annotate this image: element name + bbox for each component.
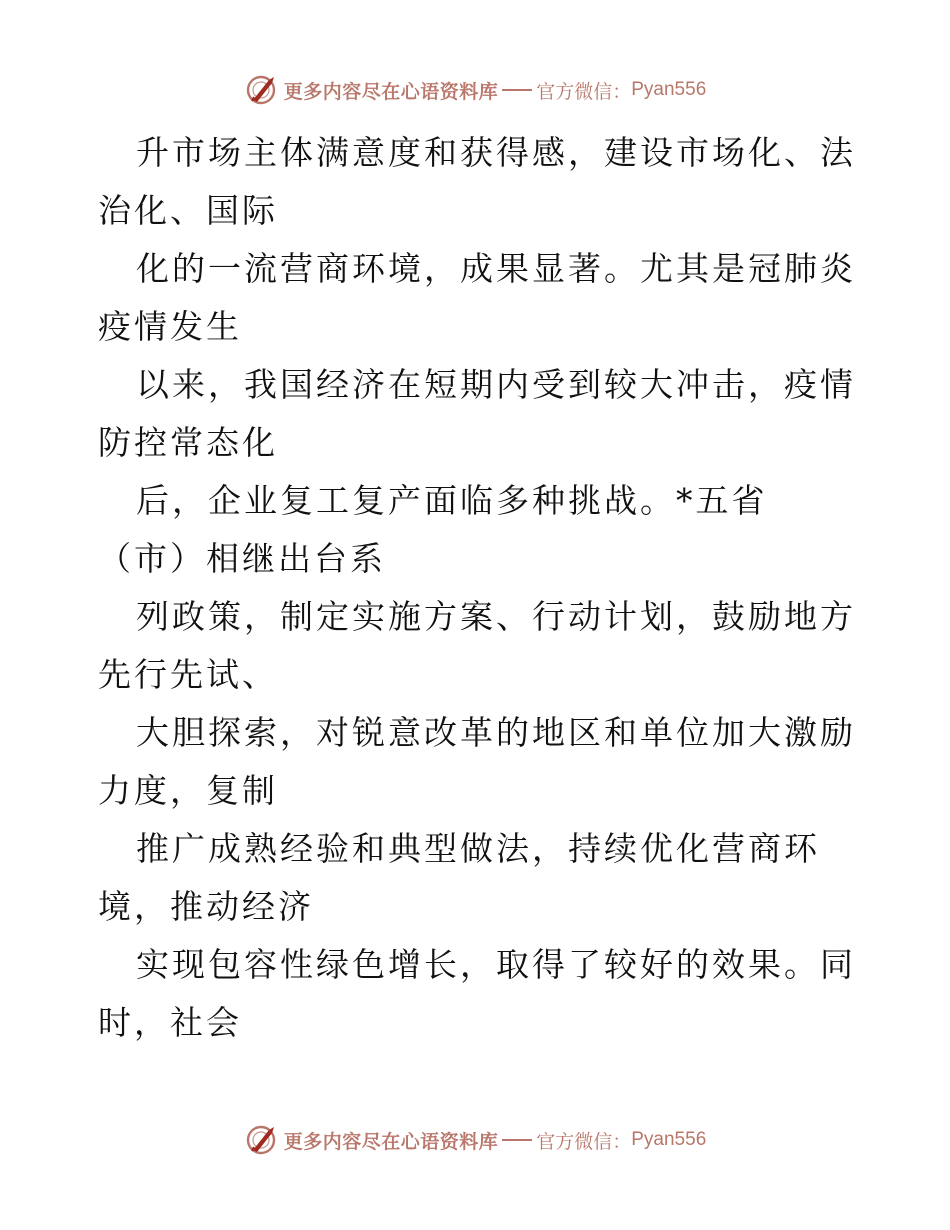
banner-site-name: 更多内容尽在心语资料库 xyxy=(283,1130,499,1153)
banner-dash xyxy=(502,1139,532,1141)
header-banner-text xyxy=(284,77,707,104)
header-banner xyxy=(0,70,950,110)
banner-wechat-id: Pyan556 xyxy=(631,79,707,100)
banner-wechat-label: 官方微信： xyxy=(536,1130,632,1153)
paragraph: 后，企业复工复产面临多种挑战。*五省（市）相继出台系 xyxy=(98,481,768,578)
paragraph: 实现包容性绿色增长，取得了较好的效果。同时，社会 xyxy=(98,945,856,1042)
paragraph: 推广成熟经验和典型做法，持续优化营商环境，推动经济 xyxy=(98,829,820,926)
paragraph: 以来，我国经济在短期内受到较大冲击，疫情防控常态化 xyxy=(98,365,856,462)
quill-pen-logo-icon xyxy=(244,1123,278,1157)
paragraph: 升市场主体满意度和获得感，建设市场化、法治化、国际 xyxy=(98,133,856,230)
banner-site-name: 更多内容尽在心语资料库 xyxy=(283,80,499,103)
document-body xyxy=(98,124,858,1052)
paragraph: 大胆探索，对锐意改革的地区和单位加大激励力度，复制 xyxy=(98,713,856,810)
paragraph: 列政策，制定实施方案、行动计划，鼓励地方先行先试、 xyxy=(98,597,856,694)
footer-banner xyxy=(0,1120,950,1160)
paragraph: 化的一流营商环境，成果显著。尤其是冠肺炎疫情发生 xyxy=(98,249,856,346)
quill-pen-logo-icon xyxy=(244,73,278,107)
banner-wechat-label: 官方微信： xyxy=(536,80,632,103)
banner-dash xyxy=(502,89,532,91)
footer-banner-text xyxy=(284,1127,707,1154)
banner-wechat-id: Pyan556 xyxy=(631,1129,707,1150)
